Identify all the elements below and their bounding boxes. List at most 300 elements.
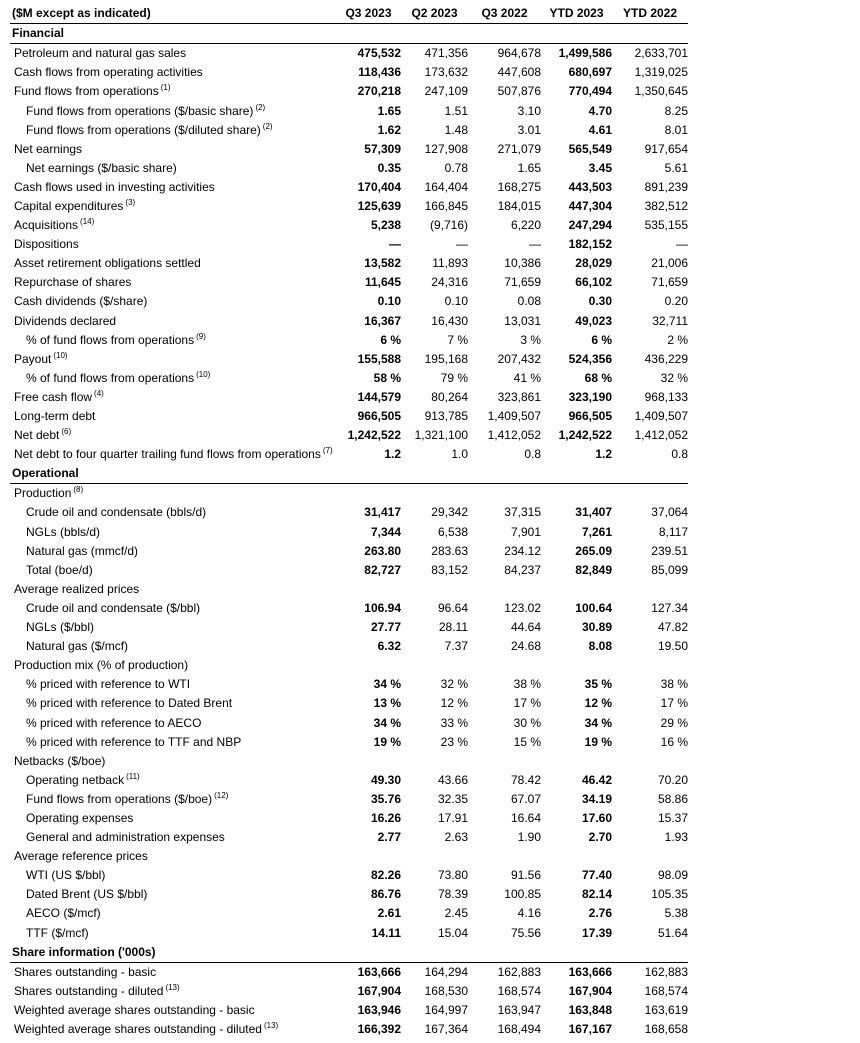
- row-label-text: Average reference prices: [14, 849, 148, 864]
- section-title: Share information ('000s): [10, 943, 336, 963]
- value-cell: 19 %: [373, 734, 401, 749]
- header-label: ($M except as indicated): [10, 4, 336, 24]
- value-cell: 891,239: [644, 179, 688, 194]
- value-cell: 164,294: [424, 964, 468, 979]
- value-cell: 4.70: [588, 103, 612, 118]
- table-row: [10, 484, 688, 504]
- value-cell: 382,512: [644, 198, 688, 213]
- value-cell: 66,102: [575, 275, 612, 290]
- row-label: [10, 713, 336, 732]
- value-cell: 270,218: [357, 84, 401, 99]
- value-cell: 184,015: [497, 198, 541, 213]
- value-cell: 968,133: [644, 389, 688, 404]
- value-cell: 34 %: [584, 715, 612, 730]
- value-cell: 28.11: [438, 620, 468, 635]
- row-label-text: Dated Brent (US $/bbl): [26, 887, 148, 902]
- value-cell: 32 %: [660, 370, 688, 385]
- value-cell: 323,861: [497, 389, 541, 404]
- value-cell: 11,893: [432, 256, 468, 271]
- value-cell: 11,645: [364, 275, 401, 290]
- value-cell: 144,579: [357, 389, 401, 404]
- value-cell: 5.61: [664, 160, 688, 175]
- value-cell: [612, 484, 688, 504]
- value-cell: 31,417: [364, 505, 401, 520]
- value-cell: 17.91: [437, 810, 468, 825]
- value-cell: 1,412,052: [487, 428, 541, 443]
- value-cell: 263.80: [364, 543, 401, 558]
- value-cell: 2,633,701: [634, 46, 688, 61]
- value-cell: 913,785: [424, 409, 468, 424]
- value-cell: 0.8: [524, 447, 541, 462]
- value-cell: 1.65: [517, 160, 541, 175]
- value-cell: 447,304: [568, 198, 612, 213]
- value-cell: 3.01: [517, 122, 541, 137]
- row-label: [10, 235, 336, 254]
- value-cell: 162,883: [644, 964, 688, 979]
- value-cell: 7 %: [447, 332, 468, 347]
- footnote-ref: (10): [53, 350, 68, 360]
- row-label: [10, 561, 336, 580]
- value-cell: [401, 847, 468, 866]
- value-cell: 535,155: [644, 218, 688, 233]
- row-label-text: Net earnings ($/basic share): [26, 160, 177, 175]
- value-cell: 1,499,586: [558, 46, 612, 61]
- table-row: [10, 140, 688, 159]
- value-cell: 8.01: [664, 122, 688, 137]
- value-cell: 168,658: [644, 1022, 688, 1037]
- row-label-text: Shares outstanding - basic: [14, 964, 157, 979]
- value-cell: 30 %: [513, 715, 541, 730]
- row-label: [10, 197, 336, 216]
- footnote-ref: (9): [196, 331, 206, 341]
- section-blank-cell: [401, 24, 468, 44]
- value-cell: 12 %: [440, 696, 468, 711]
- value-cell: 167,167: [568, 1022, 612, 1037]
- value-cell: 27.77: [370, 620, 401, 635]
- footnote-ref: (7): [322, 446, 333, 456]
- footnote-ref: (3): [125, 197, 136, 207]
- value-cell: 86.76: [370, 887, 401, 902]
- value-cell: 15 %: [513, 734, 541, 749]
- value-cell: 19.50: [657, 639, 688, 654]
- value-cell: [336, 656, 401, 675]
- section-blank-cell: [336, 24, 401, 44]
- value-cell: 1,242,522: [347, 428, 401, 443]
- value-cell: 5,238: [370, 218, 401, 233]
- section-blank-cell: [468, 943, 541, 963]
- row-label-text: Dispositions: [14, 237, 79, 252]
- table-row: [10, 752, 688, 771]
- value-cell: 23 %: [440, 734, 468, 749]
- table-row: [10, 121, 688, 140]
- value-cell: 13,031: [504, 313, 541, 328]
- value-cell: 34 %: [373, 677, 401, 692]
- value-cell: [401, 580, 468, 599]
- row-label: [10, 159, 336, 178]
- row-label-text: AECO ($/mcf): [26, 906, 101, 921]
- row-label-text: NGLs ($/bbl): [26, 620, 95, 635]
- value-cell: 106.94: [364, 600, 401, 615]
- value-cell: 8,117: [658, 524, 688, 539]
- table-row: [10, 866, 688, 885]
- value-cell: 1,242,522: [558, 428, 612, 443]
- table-row: [10, 694, 688, 713]
- table-row: [10, 713, 688, 732]
- value-cell: 0.08: [517, 294, 541, 309]
- row-label: [10, 101, 336, 120]
- value-cell: 163,666: [357, 964, 401, 979]
- row-label-text: Fund flows from operations ($/boe): [26, 791, 213, 806]
- section-header-row: [10, 464, 688, 484]
- value-cell: 6,220: [510, 218, 541, 233]
- value-cell: 7,344: [370, 524, 401, 539]
- value-cell: 91.56: [510, 868, 541, 883]
- footnote-ref: (13): [263, 1021, 279, 1031]
- table-row: [10, 828, 688, 847]
- row-label-text: Natural gas ($/mcf): [26, 639, 129, 654]
- footnote-ref: (6): [61, 427, 72, 437]
- value-cell: 19 %: [584, 734, 612, 749]
- value-cell: 271,079: [497, 141, 541, 156]
- table-row: [10, 254, 688, 273]
- table-row: [10, 407, 688, 426]
- section-header-row: [10, 24, 688, 44]
- footnote-ref: (4): [94, 388, 104, 398]
- row-label: [10, 1001, 336, 1020]
- row-label: [10, 924, 336, 943]
- value-cell: 8.25: [664, 103, 688, 118]
- value-cell: 163,946: [357, 1002, 401, 1017]
- row-label-text: Total (boe/d): [26, 562, 93, 577]
- row-label: [10, 369, 336, 388]
- value-cell: 6.32: [377, 639, 401, 654]
- value-cell: 162,883: [497, 964, 541, 979]
- value-cell: 32 %: [440, 677, 468, 692]
- value-cell: 167,364: [424, 1022, 468, 1037]
- value-cell: 182,152: [568, 237, 612, 252]
- table-row: [10, 675, 688, 694]
- value-cell: 0.78: [444, 160, 468, 175]
- table-row: [10, 82, 688, 101]
- value-cell: [612, 847, 688, 866]
- row-label: [10, 982, 336, 1001]
- value-cell: 16,430: [431, 313, 468, 328]
- value-cell: 17.39: [581, 925, 612, 940]
- value-cell: 12 %: [584, 696, 612, 711]
- table-row: [10, 924, 688, 943]
- value-cell: [468, 656, 541, 675]
- value-cell: 58.86: [657, 791, 688, 806]
- row-label-text: Cash dividends ($/share): [14, 294, 148, 309]
- table-row: [10, 790, 688, 809]
- footnote-ref: (8): [73, 485, 84, 495]
- row-label-text: Average realized prices: [14, 581, 140, 596]
- value-cell: [612, 656, 688, 675]
- table-row: [10, 656, 688, 675]
- value-cell: 82.14: [581, 887, 612, 902]
- row-label-text: % of fund flows from operations: [26, 332, 195, 347]
- value-cell: [468, 580, 541, 599]
- section-title: Financial: [10, 24, 336, 44]
- value-cell: 6,538: [437, 524, 468, 539]
- row-label-text: Shares outstanding - diluted: [14, 983, 164, 998]
- value-cell: 5.38: [664, 906, 688, 921]
- value-cell: 83,152: [431, 562, 468, 577]
- value-cell: 239.51: [651, 543, 688, 558]
- value-cell: [541, 752, 612, 771]
- section-blank-cell: [612, 943, 688, 963]
- row-label-text: Petroleum and natural gas sales: [14, 46, 187, 61]
- footnote-ref: (10): [196, 369, 211, 379]
- value-cell: 447,608: [497, 65, 541, 80]
- header-col-q2-2023: Q2 2023: [401, 4, 468, 24]
- row-label: [10, 752, 336, 771]
- row-label-text: Weighted average shares outstanding - diluted: [14, 1022, 262, 1037]
- table-row: [10, 580, 688, 599]
- value-cell: 98.09: [657, 868, 688, 883]
- row-label: [10, 771, 336, 790]
- row-label: [10, 63, 336, 82]
- value-cell: [336, 847, 401, 866]
- section-blank-cell: [541, 943, 612, 963]
- value-cell: 96.64: [437, 600, 468, 615]
- row-label-text: Asset retirement obligations settled: [14, 256, 201, 271]
- row-label: [10, 962, 336, 982]
- value-cell: 13 %: [373, 696, 401, 711]
- value-cell: 167,904: [357, 983, 401, 998]
- value-cell: 1,409,507: [487, 409, 541, 424]
- value-cell: 127.34: [651, 600, 688, 615]
- row-label: [10, 216, 336, 235]
- value-cell: 37,064: [651, 505, 688, 520]
- row-label: [10, 254, 336, 273]
- section-blank-cell: [336, 943, 401, 963]
- table-row: [10, 216, 688, 235]
- value-cell: 16.64: [510, 810, 541, 825]
- value-cell: 34.19: [581, 791, 612, 806]
- value-cell: 1,319,025: [634, 65, 688, 80]
- value-cell: 770,494: [568, 84, 612, 99]
- row-label: [10, 656, 336, 675]
- row-label: [10, 675, 336, 694]
- value-cell: 123.02: [504, 600, 541, 615]
- value-cell: 0.20: [664, 294, 688, 309]
- row-label-text: Net earnings: [14, 141, 83, 156]
- value-cell: —: [529, 237, 541, 252]
- header-col-ytd-2022: YTD 2022: [612, 4, 688, 24]
- value-cell: 29,342: [431, 505, 468, 520]
- footnote-ref: (1): [160, 83, 171, 93]
- table-row: [10, 369, 688, 388]
- value-cell: 0.35: [377, 160, 401, 175]
- value-cell: 125,639: [357, 198, 401, 213]
- value-cell: 10,386: [504, 256, 541, 271]
- value-cell: 78.42: [510, 772, 541, 787]
- table-row: [10, 982, 688, 1001]
- value-cell: 168,574: [644, 983, 688, 998]
- row-label: [10, 426, 336, 445]
- value-cell: 2.63: [444, 830, 468, 845]
- value-cell: 16.26: [370, 810, 401, 825]
- value-cell: 3.45: [588, 160, 612, 175]
- value-cell: [468, 847, 541, 866]
- value-cell: 17 %: [660, 696, 688, 711]
- row-label: [10, 312, 336, 331]
- value-cell: 1.90: [517, 830, 541, 845]
- value-cell: 173,632: [424, 65, 468, 80]
- row-label-text: Weighted average shares outstanding - basic: [14, 1002, 255, 1017]
- value-cell: 49,023: [575, 313, 612, 328]
- section-blank-cell: [336, 464, 401, 484]
- value-cell: 7,901: [510, 524, 541, 539]
- value-cell: 21,006: [651, 256, 688, 271]
- value-cell: 44.64: [510, 620, 541, 635]
- value-cell: 168,494: [497, 1022, 541, 1037]
- value-cell: [401, 484, 468, 504]
- value-cell: 163,619: [644, 1002, 688, 1017]
- value-cell: 28,029: [575, 256, 612, 271]
- table-row: [10, 178, 688, 197]
- value-cell: 168,574: [497, 983, 541, 998]
- value-cell: 6 %: [380, 332, 401, 347]
- row-label: [10, 388, 336, 407]
- value-cell: 917,654: [644, 141, 688, 156]
- value-cell: 283.63: [431, 543, 468, 558]
- financial-highlights-table: [10, 4, 688, 1039]
- value-cell: 24.68: [510, 639, 541, 654]
- row-label-text: Crude oil and condensate (bbls/d): [26, 505, 207, 520]
- row-label: [10, 140, 336, 159]
- value-cell: 58 %: [373, 370, 401, 385]
- value-cell: 2.45: [444, 906, 468, 921]
- row-label: [10, 809, 336, 828]
- value-cell: 51.64: [657, 925, 688, 940]
- value-cell: 1.62: [377, 122, 401, 137]
- value-cell: —: [676, 237, 688, 252]
- row-label: [10, 121, 336, 140]
- value-cell: 475,532: [357, 46, 401, 61]
- table-row: [10, 904, 688, 923]
- row-label-text: Net debt: [14, 428, 60, 443]
- row-label: [10, 484, 336, 504]
- value-cell: 16,367: [364, 313, 401, 328]
- value-cell: 0.10: [377, 294, 401, 309]
- value-cell: 164,404: [424, 179, 468, 194]
- row-label: [10, 733, 336, 752]
- row-label-text: Operating expenses: [26, 810, 134, 825]
- value-cell: 127,908: [424, 141, 468, 156]
- value-cell: 71,659: [504, 275, 541, 290]
- table-row: [10, 618, 688, 637]
- value-cell: 265.09: [575, 543, 612, 558]
- value-cell: 82.26: [370, 868, 401, 883]
- row-label-text: WTI (US $/bbl): [26, 868, 106, 883]
- value-cell: 1,412,052: [634, 428, 688, 443]
- row-label-text: Dividends declared: [14, 313, 117, 328]
- table-row: [10, 159, 688, 178]
- footnote-ref: (2): [255, 102, 266, 112]
- row-label: [10, 407, 336, 426]
- value-cell: [541, 847, 612, 866]
- value-cell: 46.42: [581, 772, 612, 787]
- row-label: [10, 44, 336, 64]
- value-cell: 1.93: [664, 830, 688, 845]
- footnote-ref: (11): [126, 771, 140, 781]
- value-cell: 100.64: [575, 600, 612, 615]
- table-row: [10, 63, 688, 82]
- row-label-text: TTF ($/mcf): [26, 925, 89, 940]
- table-row: [10, 962, 688, 982]
- value-cell: 0.30: [588, 294, 612, 309]
- value-cell: 966,505: [568, 409, 612, 424]
- table-row: [10, 503, 688, 522]
- header-col-ytd-2023: YTD 2023: [541, 4, 612, 24]
- table-row: [10, 350, 688, 369]
- row-label-text: Cash flows from operating activities: [14, 65, 203, 80]
- row-label: [10, 82, 336, 101]
- value-cell: 168,275: [497, 179, 541, 194]
- value-cell: 163,848: [568, 1002, 612, 1017]
- value-cell: 471,356: [424, 46, 468, 61]
- value-cell: 38 %: [660, 677, 688, 692]
- section-header-row: [10, 943, 688, 963]
- value-cell: 524,356: [568, 351, 612, 366]
- row-label: [10, 350, 336, 369]
- footnote-ref: (2): [262, 121, 273, 131]
- table-row: [10, 273, 688, 292]
- table-row: [10, 733, 688, 752]
- value-cell: 1.48: [444, 122, 468, 137]
- row-label-text: % of fund flows from operations: [26, 370, 195, 385]
- row-label: [10, 580, 336, 599]
- section-title: Operational: [10, 464, 336, 484]
- value-cell: 323,190: [568, 389, 612, 404]
- row-label-text: % priced with reference to TTF and NBP: [26, 734, 242, 749]
- value-cell: 29 %: [660, 715, 688, 730]
- table-row: [10, 312, 688, 331]
- footnote-ref: (13): [165, 982, 180, 992]
- value-cell: 6 %: [591, 332, 612, 347]
- value-cell: 163,947: [497, 1002, 541, 1017]
- value-cell: [541, 484, 612, 504]
- row-label-text: Fund flows from operations ($/basic share): [26, 103, 254, 118]
- footnote-ref: (12): [214, 790, 229, 800]
- value-cell: 33 %: [440, 715, 468, 730]
- table-row: [10, 542, 688, 561]
- value-cell: 436,229: [644, 351, 688, 366]
- row-label-text: Netbacks ($/boe): [14, 753, 106, 768]
- value-cell: 24,316: [431, 275, 468, 290]
- table-row: [10, 809, 688, 828]
- value-cell: 170,404: [357, 179, 401, 194]
- row-label: [10, 273, 336, 292]
- header-col-q3-2022: Q3 2022: [468, 4, 541, 24]
- row-label-text: Natural gas (mmcf/d): [26, 543, 139, 558]
- table-row: [10, 885, 688, 904]
- value-cell: 1.65: [377, 103, 401, 118]
- value-cell: (9,716): [429, 218, 468, 233]
- value-cell: 164,997: [424, 1002, 468, 1017]
- value-cell: 7,261: [581, 524, 612, 539]
- value-cell: 195,168: [424, 351, 468, 366]
- value-cell: 17.60: [581, 810, 612, 825]
- value-cell: 31,407: [575, 505, 612, 520]
- row-label-text: % priced with reference to Dated Brent: [26, 696, 233, 711]
- table-row: [10, 1001, 688, 1020]
- value-cell: 1,409,507: [634, 409, 688, 424]
- section-blank-cell: [612, 24, 688, 44]
- value-cell: —: [456, 237, 468, 252]
